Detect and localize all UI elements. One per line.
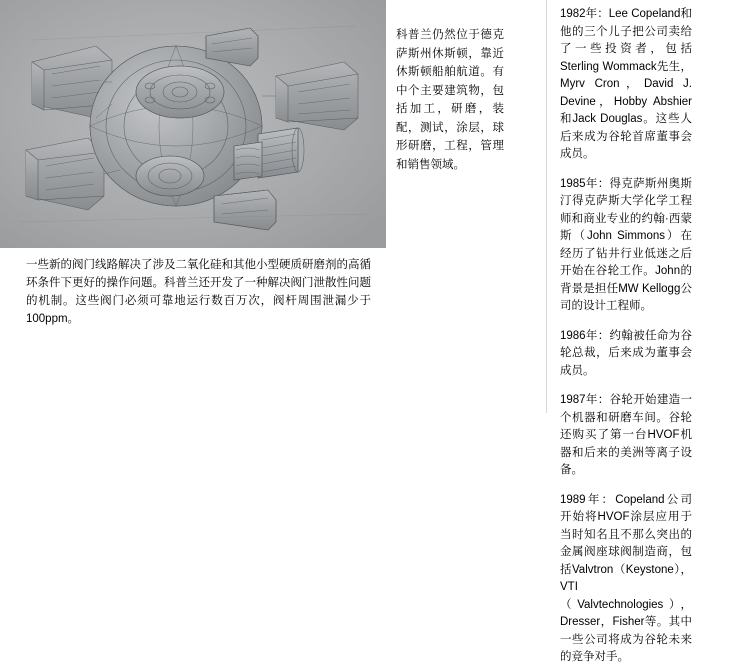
body-paragraph: 科普兰仍然位于德克萨斯州休斯顿，靠近休斯顿船舶航道。有中个主要建筑物，包括加工，研磨，装配，测试，涂层，球形研磨，工程，管理和销售领域。 (396, 29, 504, 171)
timeline-entry: 1982年：Lee Copeland和他的三个儿子把公司卖给了一些投资者，包括Sterling Wommack先生，Myrv Cron，David J. Devine，Hobby Abshier和Jack Douglas。这些人后来成为谷轮首席董事会成员。 (560, 8, 692, 160)
timeline-column (560, 6, 692, 667)
column-divider (546, 0, 547, 413)
timeline-entry: 1987年：谷轮开始建造一个机器和研磨车间。谷轮还购买了第一台HVOF机器和后来的美洲等离子设备。 (560, 394, 692, 476)
left-column (0, 0, 386, 413)
figure-caption: 一些新的阀门线路解决了涉及二氧化硅和其他小型硬质研磨剂的高循环条件下更好的操作问题。科普兰还开发了一种解决阀门泄散性问题的机制。这些阀门必须可靠地运行数百万次，阀杆周围泄漏少于100ppm。 (26, 259, 371, 325)
timeline-entry: 1986年：约翰被任命为谷轮总裁，后来成为董事会成员。 (560, 329, 692, 377)
timeline-entry: 1985年：得克萨斯州奥斯汀得克萨斯大学化学工程师和商业专业的约翰·西蒙斯（John Simmons）在经历了钻井行业低迷之后开始在谷轮工作。John的背景是担任MW Kellogg公司的设计工程师。 (560, 177, 692, 312)
cad-wireframe-valve-assembly-figure (0, 0, 386, 248)
cad-wireframe-drawing (0, 0, 386, 248)
timeline-entry: 1989年：Copeland公司开始将HVOF涂层应用于当时知名且不那么突出的金属阀座球阀制造商，包括Valvtron（Keystone），VTI（Valvtechnologies），Dresser，Fisher等。其中一些公司将成为谷轮未来的竞争对手。 (560, 493, 692, 663)
